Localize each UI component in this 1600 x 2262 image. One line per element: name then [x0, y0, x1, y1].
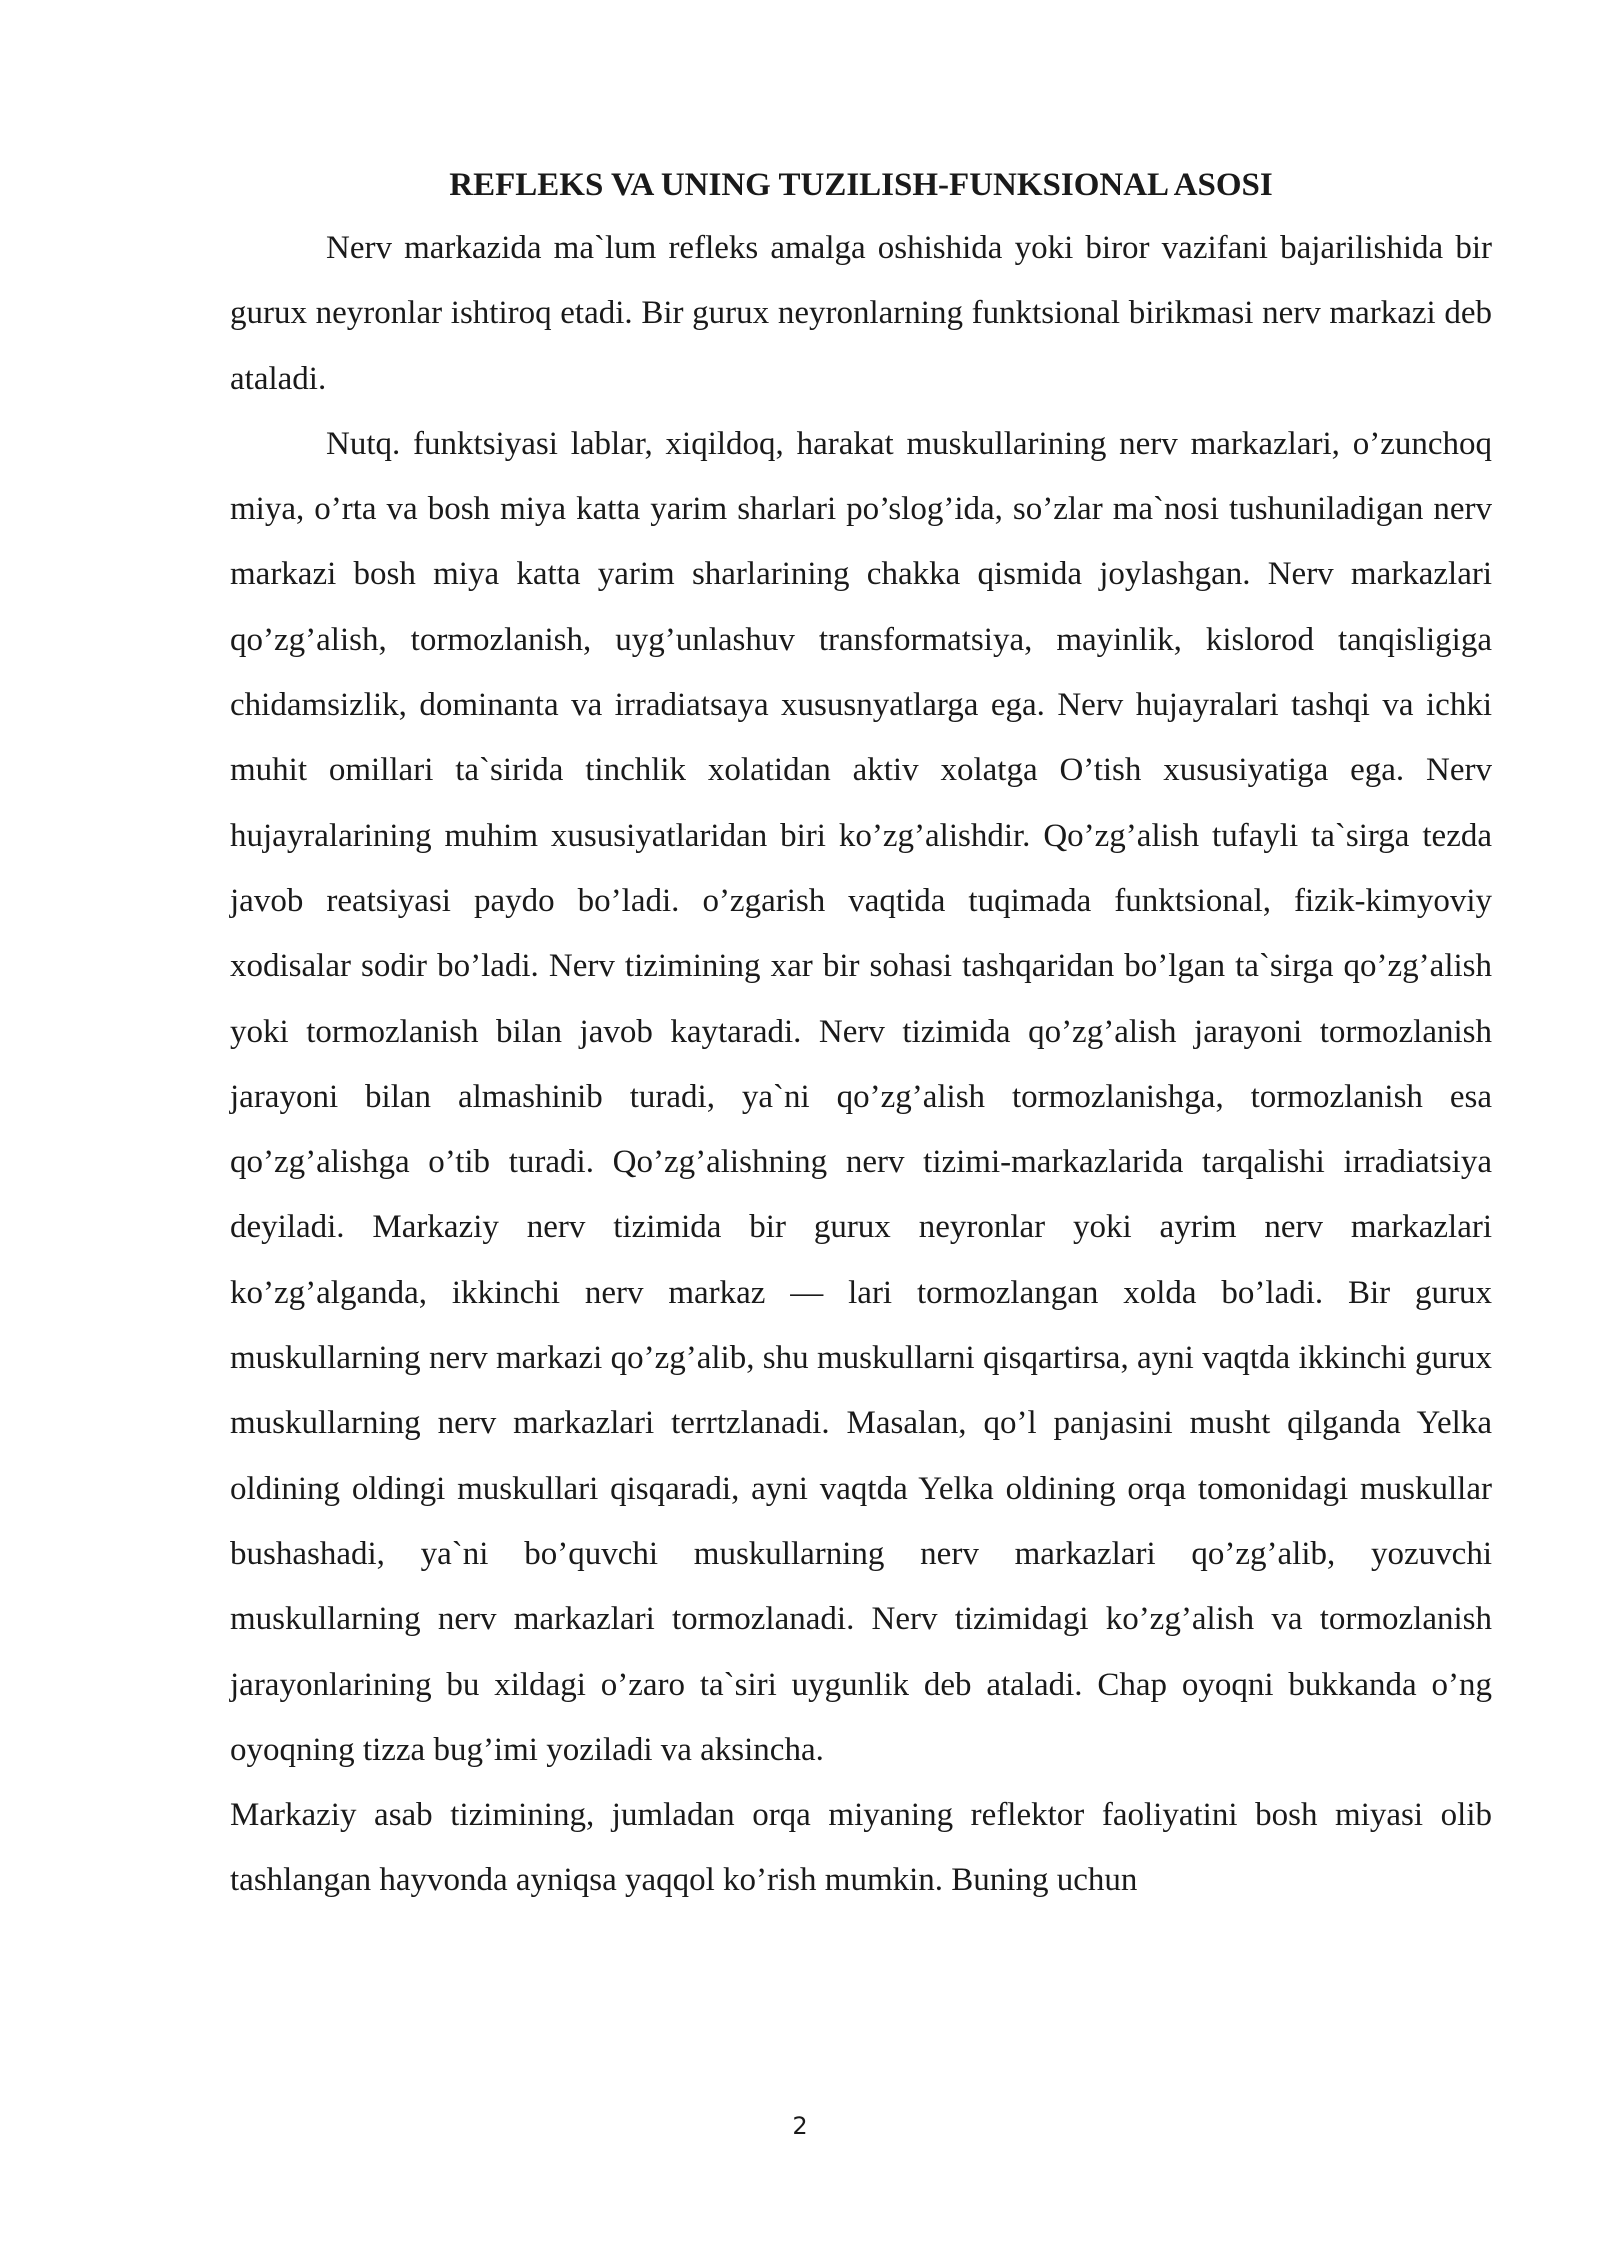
paragraph-2: Nutq. funktsiyasi lablar, xiqildoq, harakat muskullarining nerv markazlari, o’zunchoq miya, o’rta va bosh miya katta yarim sharlari po’slog’ida, so’zlar ma`nosi tushuniladigan nerv markazi bosh miya katta yarim sharlarining chakka qismida joylashgan. Nerv markazlari qo’zg’alish, tormozlanish, uyg’unlashuv transformatsiya, mayinlik, kislorod tanqisligiga chidamsizlik, dominanta va irradiatsaya xususnyatlarga ega. Nerv hujayralari tashqi va ichki muhit omillari ta`sirida tinchlik xolatidan aktiv xolatga O’tish xususiyatiga ega. Nerv hujayralarining muhim xususiyatlaridan biri ko’zg’alishdir. Qo’zg’alish tufayli ta`sirga tezda javob reatsiyasi paydo bo’ladi. o’zgarish vaqtida tuqimada funktsional, fizik-kimyoviy xodisalar sodir bo’ladi. Nerv tizimining xar bir sohasi tashqaridan bo’lgan ta`sirga qo’zg’alish yoki tormozlanish bilan javob kaytaradi. Nerv tizimida qo’zg’alish jarayoni tormozlanish jarayoni bilan almashinib turadi, ya`ni qo’zg’alish tormozlanishga, tormozlanish esa qo’zg’alishga o’tib turadi. Qo’zg’alishning nerv tizimi-markazlarida tarqalishi irradiatsiya deyiladi. Markaziy nerv tizimida bir gurux neyronlar yoki ayrim nerv markazlari ko’zg’alganda, ikkinchi nerv markaz — lari tormozlangan xolda bo’ladi. Bir gurux muskullarning nerv markazi qo’zg’alib, shu muskullarni qisqartirsa, ayni vaqtda ikkinchi gurux muskullarning nerv markazlari terrtzlanadi. Masalan, qo’l panjasini musht qilganda Yelka oldining oldingi muskullari qisqaradi, ayni vaqtda Yelka oldining orqa tomonidagi muskullar bushashadi, ya`ni bo’quvchi muskullarning nerv markazlari qo’zg’alib, yozuvchi muskullarning nerv markazlari tormozlanadi. Nerv tizimidagi ko’zg’alish va tormozlanish jarayonlarining bu xildagi o’zaro ta`siri uygunlik deb ataladi. Chap oyoqni bukkanda o’ng oyoqning tizza bug’imi yoziladi va aksincha. — [230, 425, 1492, 1768]
page-content — [230, 160, 1492, 1914]
page-number: 2 — [792, 2112, 808, 2140]
paragraph-1: Nerv markazida ma`lum refleks amalga oshishida yoki biror vazifani bajarilishida bir gurux neyronlar ishtiroq etadi. Bir gurux neyronlarning funktsional birikmasi nerv markazi deb ataladi. — [230, 230, 1492, 397]
paragraph-3: Markaziy asab tizimining, jumladan orqa miyaning reflektor faoliyatini bosh miyasi olib tashlangan hayvonda ayniqsa yaqqol ko’rish mumkin. Buning uchun — [230, 1797, 1492, 1899]
document-title: REFLEKS VA UNING TUZILISH-FUNKSIONAL ASOSI — [449, 167, 1273, 203]
